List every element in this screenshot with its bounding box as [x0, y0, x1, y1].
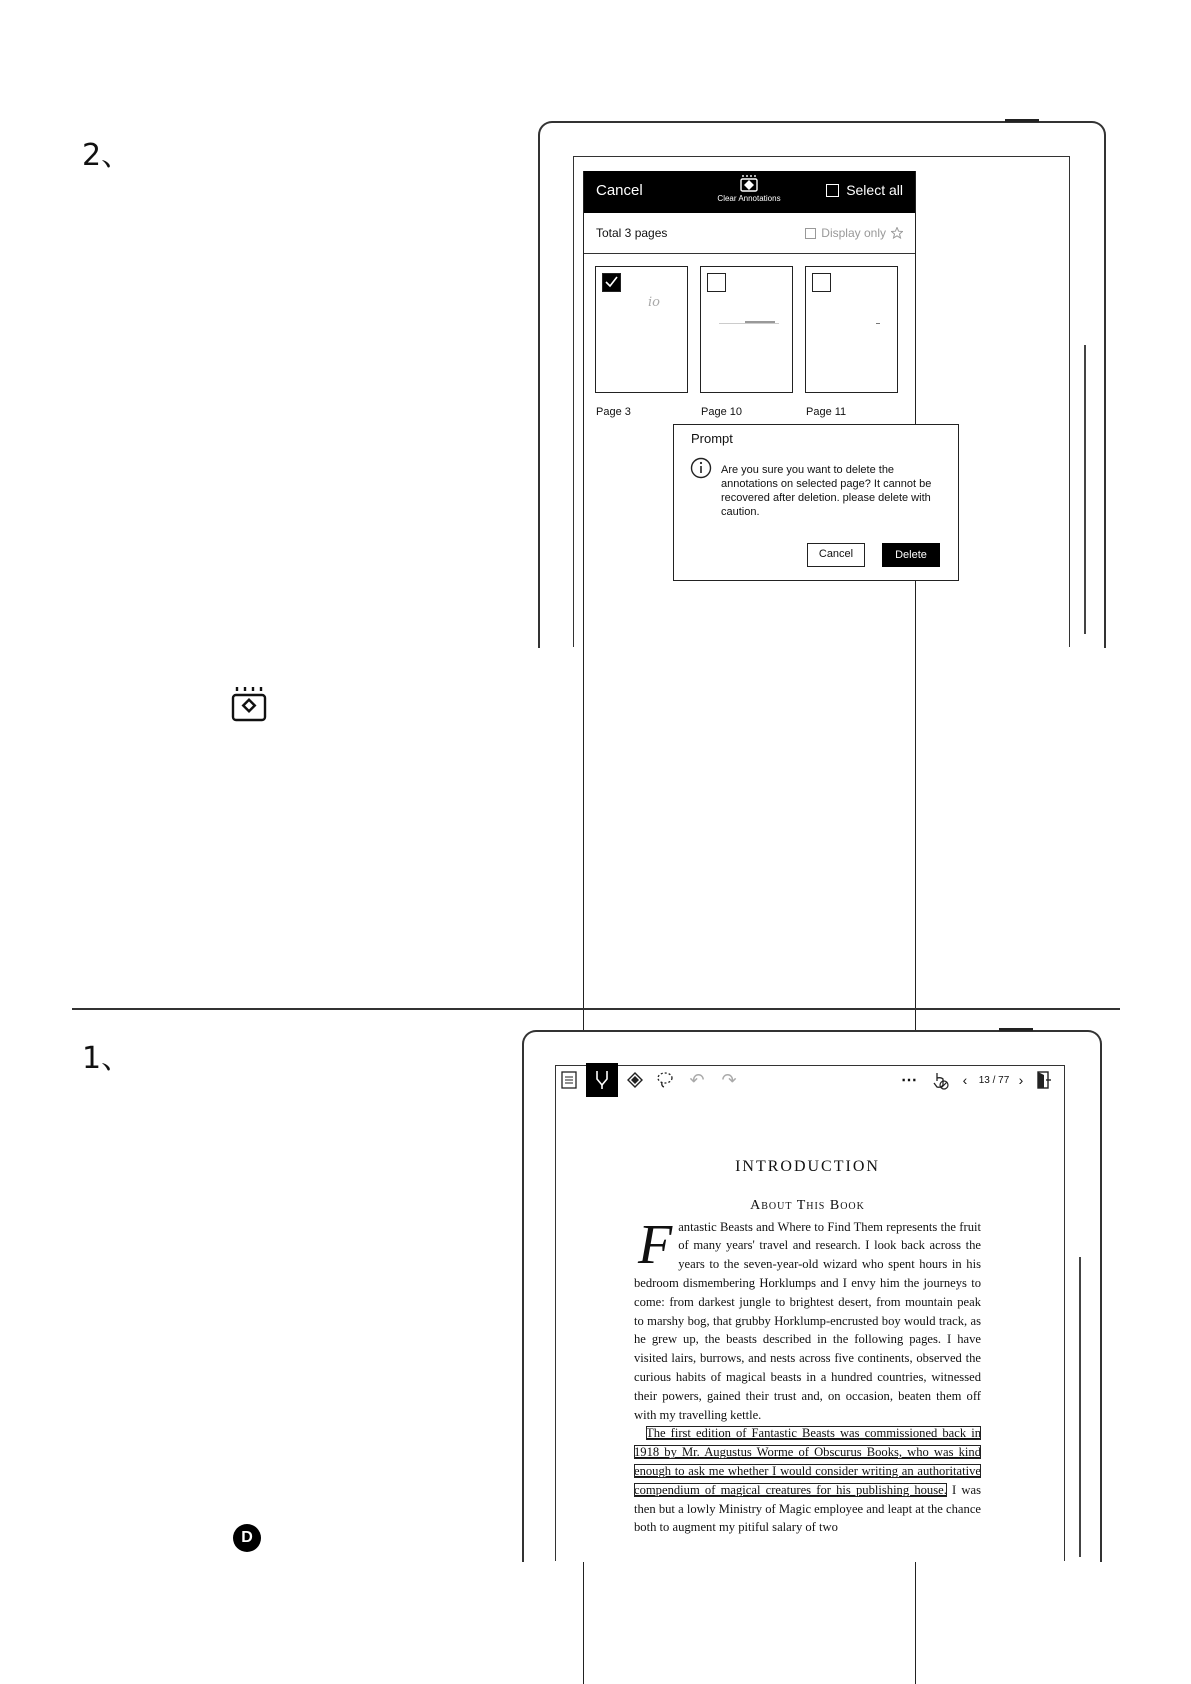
- next-page-icon[interactable]: ›: [1018, 1072, 1024, 1088]
- touch-disable-icon[interactable]: [928, 1063, 952, 1097]
- thumbnail-content-lines: [745, 321, 775, 323]
- reader-toolbar: [554, 1063, 1059, 1101]
- clear-annotations-label: Clear Annotations: [717, 194, 781, 203]
- star-icon: [891, 227, 903, 239]
- thumbnail-checkbox-checked[interactable]: [602, 273, 621, 292]
- thumbnail-label: Page 3: [596, 406, 631, 418]
- page-thumbnail-10[interactable]: [700, 266, 793, 393]
- marker-d-letter: D: [241, 1529, 253, 1546]
- exit-icon[interactable]: [1032, 1063, 1056, 1097]
- thumbnail-content-mark: [876, 323, 880, 324]
- display-only-checkbox[interactable]: [805, 228, 816, 239]
- dialog-delete-button[interactable]: Delete: [882, 543, 940, 567]
- thumbnail-checkbox[interactable]: [707, 273, 726, 292]
- thumbnail-content-lines: [719, 323, 779, 324]
- step-1-label: 1、: [82, 1041, 132, 1076]
- toc-icon[interactable]: [556, 1063, 582, 1097]
- step-2-label: 2、: [82, 138, 132, 173]
- clear-annotations-button[interactable]: [714, 174, 784, 203]
- pen-tool-active-icon[interactable]: [586, 1063, 618, 1097]
- select-all-label: Select all: [846, 182, 903, 198]
- redo-icon[interactable]: ↷: [721, 1069, 737, 1090]
- underlined-annotation[interactable]: The first edition of Fantastic Beasts was commissioned back in 1918 by Mr. Augustus Worme of Obscurus Books, who was kind enough to ask me whether I would consider writing an authoritative compendium of magical creatures for his publishing house.: [634, 1426, 981, 1497]
- paragraph-text: I was then but a lowly Ministry of Magic employee and leapt at the chance both to augment my pitiful salary of two: [634, 1482, 982, 1535]
- dialog-cancel-button[interactable]: Cancel: [807, 543, 865, 567]
- drop-cap: F: [638, 1213, 673, 1276]
- total-pages-text: Total 3 pages: [596, 226, 668, 240]
- display-only-label: Display only: [821, 226, 886, 240]
- paragraph: [634, 1424, 981, 1537]
- info-icon: [690, 457, 712, 479]
- eraser-icon[interactable]: [622, 1063, 648, 1097]
- previous-page-icon[interactable]: ‹: [962, 1072, 968, 1088]
- page-thumbnail-11[interactable]: [805, 266, 898, 393]
- select-all-checkbox[interactable]: [826, 184, 839, 197]
- page-indicator: 13 / 77: [978, 1074, 1010, 1086]
- thumbnail-checkbox[interactable]: [812, 273, 831, 292]
- dialog-title: Prompt: [691, 431, 733, 446]
- topbar-cancel-button[interactable]: Cancel: [596, 182, 643, 199]
- select-all-toggle[interactable]: [826, 182, 903, 198]
- lasso-icon[interactable]: [652, 1063, 678, 1097]
- panel-subbar: [584, 213, 915, 254]
- clear-annotations-icon: [230, 686, 268, 722]
- page-thumbnail-3[interactable]: [595, 266, 688, 393]
- panel-topbar: [584, 171, 915, 213]
- thumbnail-sketch: io: [648, 295, 660, 310]
- dialog-message: Are you sure you want to delete the annotations on selected page? It cannot be recovered after deletion. please delete with caution.: [721, 464, 932, 518]
- more-menu-icon[interactable]: ⋯: [901, 1072, 917, 1089]
- delete-confirmation-dialog: [673, 424, 959, 581]
- undo-icon[interactable]: ↶: [689, 1069, 705, 1090]
- section-divider: [72, 1008, 1120, 1010]
- display-only-starred-toggle[interactable]: [805, 226, 903, 240]
- checkmark-icon: [603, 274, 619, 290]
- chapter-heading: INTRODUCTION: [735, 1158, 880, 1175]
- thumbnail-label: Page 10: [701, 406, 742, 418]
- book-page-content: [634, 1158, 981, 1537]
- clear-annotations-icon: [739, 174, 759, 192]
- chapter-subheading: About This Book: [750, 1197, 865, 1213]
- paragraph: [634, 1213, 981, 1425]
- marker-d-icon: [233, 1524, 261, 1552]
- paragraph-text: antastic Beasts and Where to Find Them represents the fruit of many years' travel and research. I look back across the years to the seven-year-old wizard who spent hours in his bedroom dismembering Horklumps and I envy him the journeys to come: from darkest jungle to brightest desert, from mountain peak to marshy bog, that grubby Horklump-encrusted boy would track, as he grew up, the beasts described in the following pages. I have visited lairs, burrows, and nests across five continents, observed the curious habits of magical beasts in a hundred countries, witnessed their powers, gained their trust and, on occasion, beaten them off with my travelling kettle.: [634, 1219, 981, 1422]
- thumbnail-label: Page 11: [806, 406, 847, 418]
